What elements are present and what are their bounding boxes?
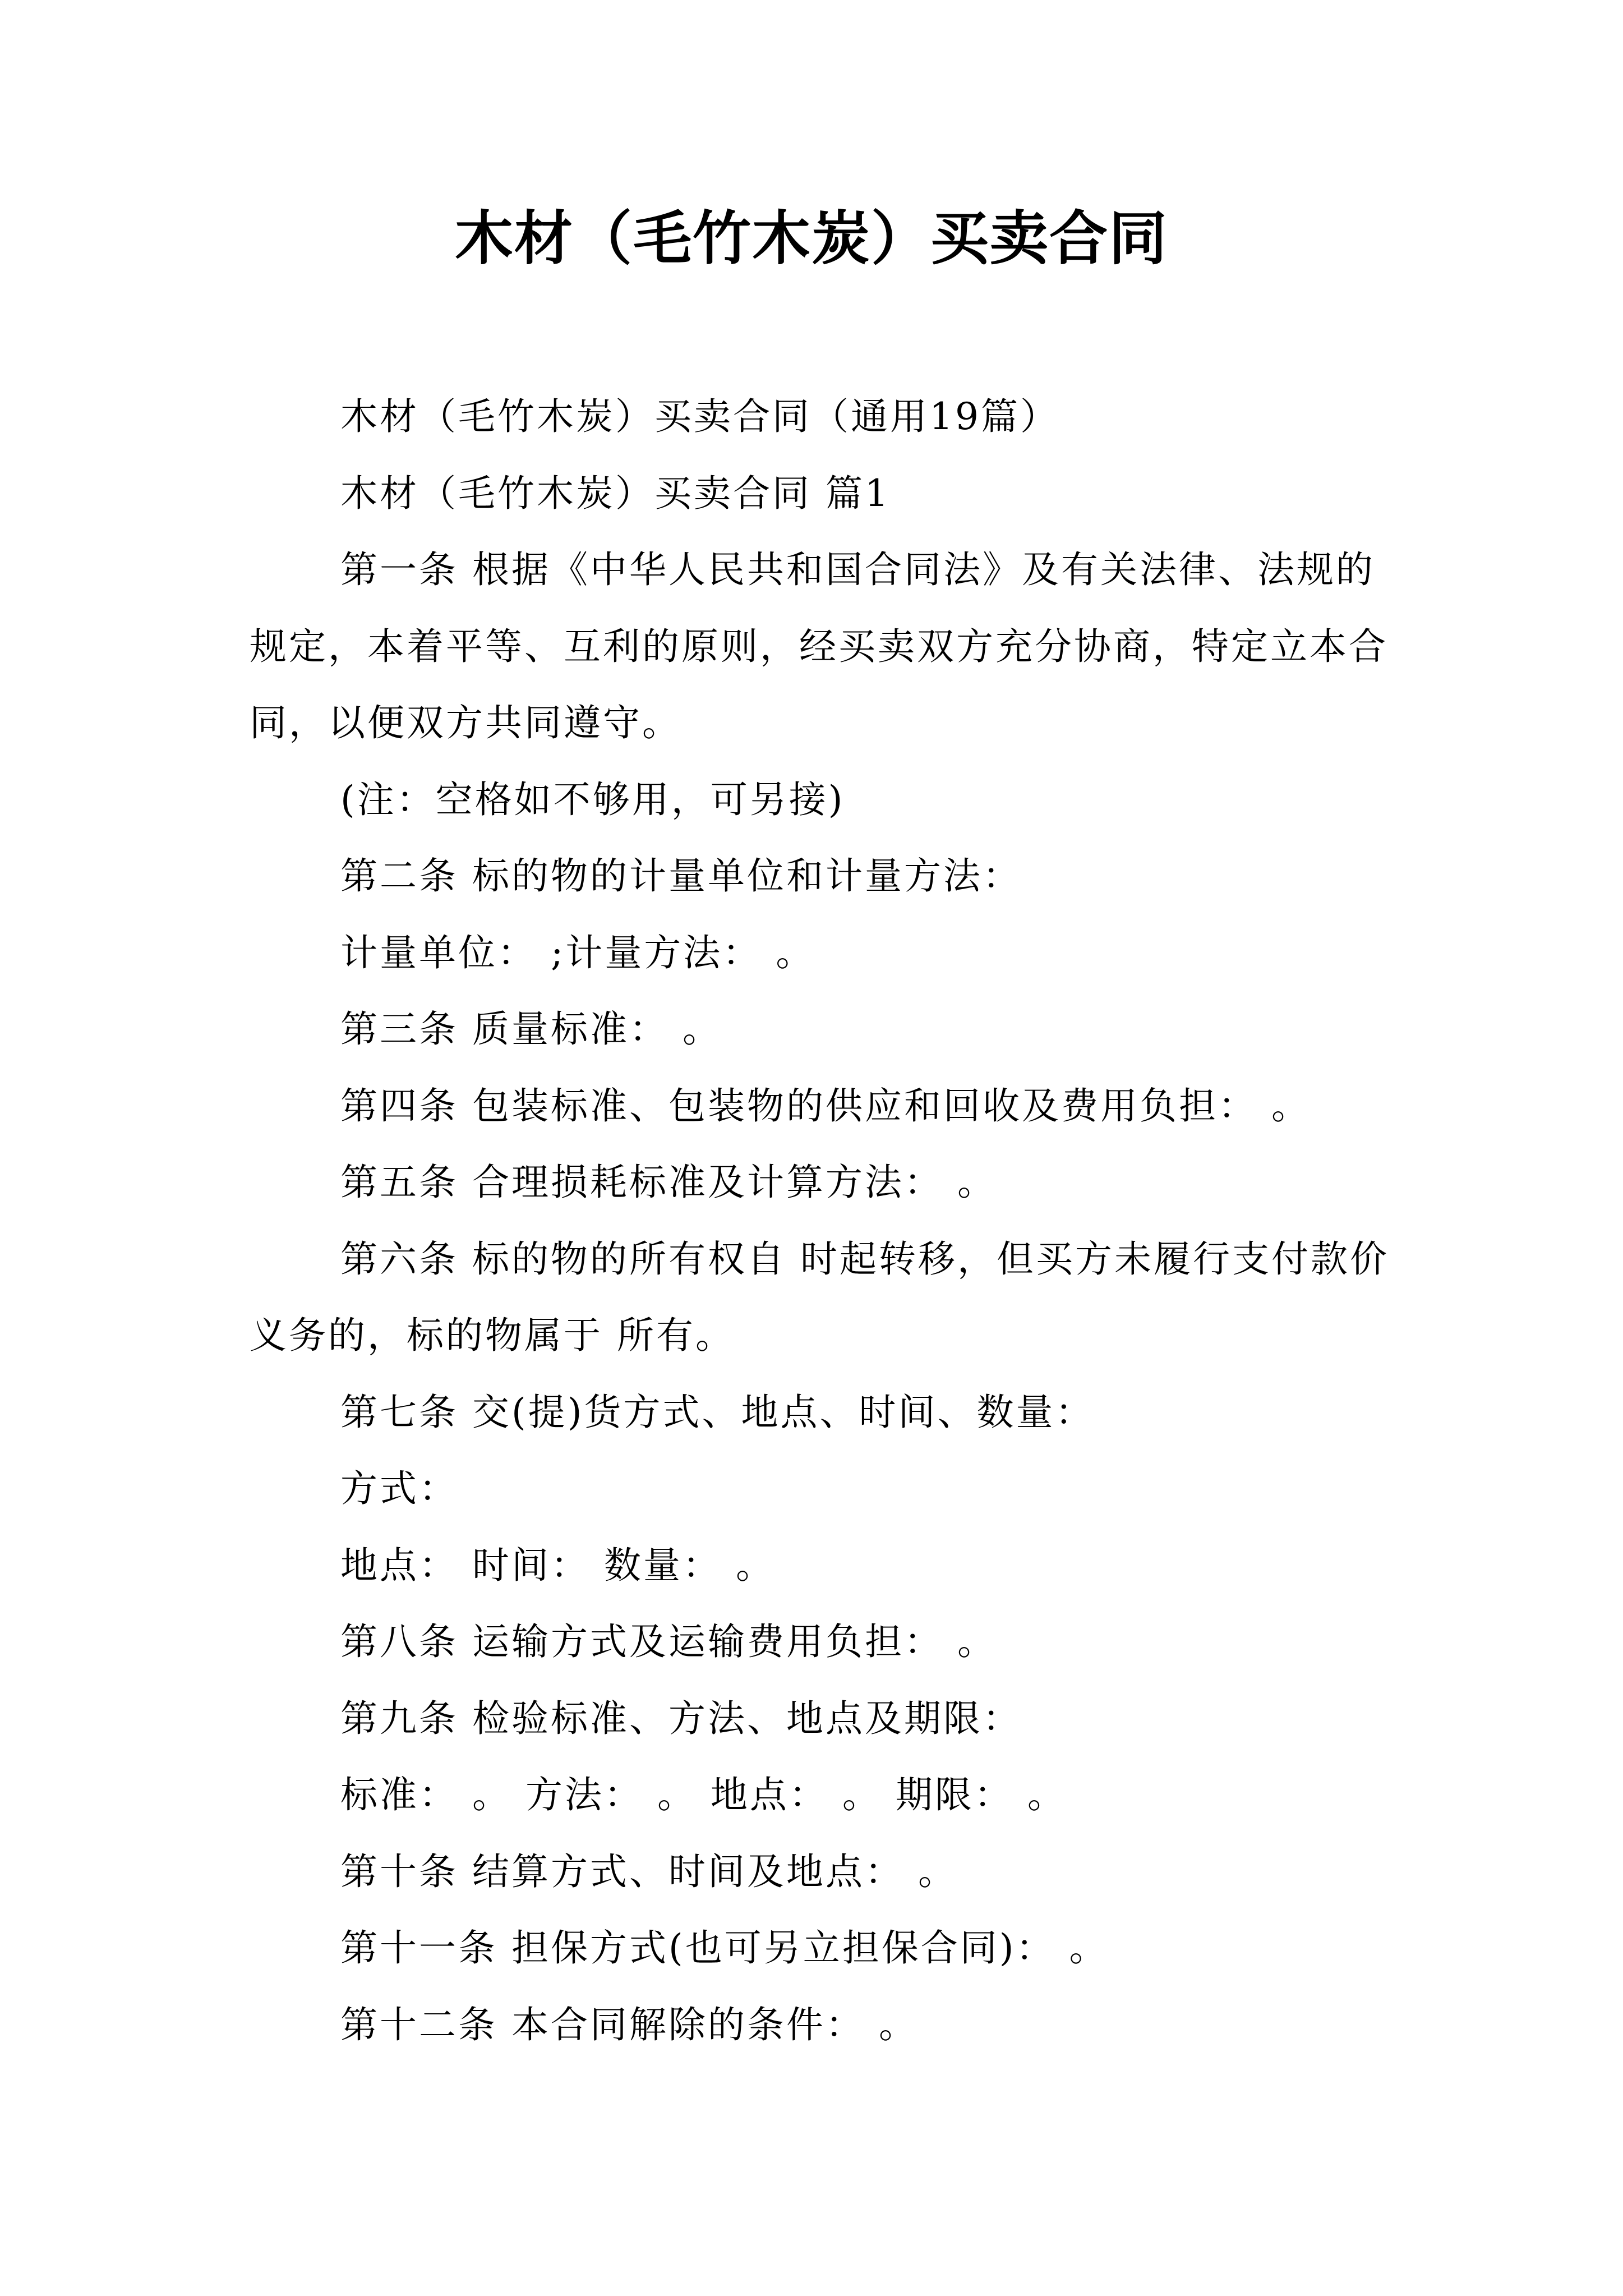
clause-2-detail: 计量单位： ;计量方法： 。	[340, 931, 815, 974]
clause-4: 第四条 包装标准、包装物的供应和回收及费用负担： 。	[340, 1084, 1311, 1128]
document-title: 木材（毛竹木炭）买卖合同	[454, 204, 1168, 273]
section-heading: 木材（毛竹木炭）买卖合同 篇1	[340, 471, 891, 515]
clause-11: 第十一条 担保方式(也可另立担保合同)： 。	[340, 1926, 1109, 1970]
clause-10: 第十条 结算方式、时间及地点： 。	[340, 1849, 957, 1893]
clause-9: 第九条 检验标准、方法、地点及期限：	[340, 1696, 1022, 1740]
clause-6: 第六条 标的物的所有权自 时起转移，但买方未履行支付款价义务的，标的物属于 所有。	[250, 1237, 1389, 1357]
clause-8: 第八条 运输方式及运输费用负担： 。	[340, 1620, 997, 1663]
document-subtitle: 木材（毛竹木炭）买卖合同（通用19篇）	[340, 395, 1059, 438]
clause-7: 第七条 交(提)货方式、地点、时间、数量：	[340, 1390, 1095, 1434]
document-body	[250, 379, 1394, 2063]
clause-7-detail: 地点： 时间： 数量： 。	[340, 1543, 775, 1587]
clause-2: 第二条 标的物的计量单位和计量方法：	[340, 854, 1022, 898]
note: (注：空格如不够用，可另接)	[340, 777, 845, 821]
clause-1: 第一条 根据《中华人民共和国合同法》及有关法律、法规的规定，本着平等、互利的原则，经买卖双方充分协商，特定立本合同，以便双方共同遵守。	[250, 548, 1388, 744]
clause-3: 第三条 质量标准： 。	[340, 1007, 722, 1051]
clause-7-method: 方式：	[340, 1467, 458, 1510]
clause-12: 第十二条 本合同解除的条件： 。	[340, 2003, 918, 2046]
clause-9-detail: 标准： 。 方法： 。 地点： 。 期限： 。	[340, 1773, 1067, 1816]
clause-5: 第五条 合理损耗标准及计算方法： 。	[340, 1161, 997, 1204]
